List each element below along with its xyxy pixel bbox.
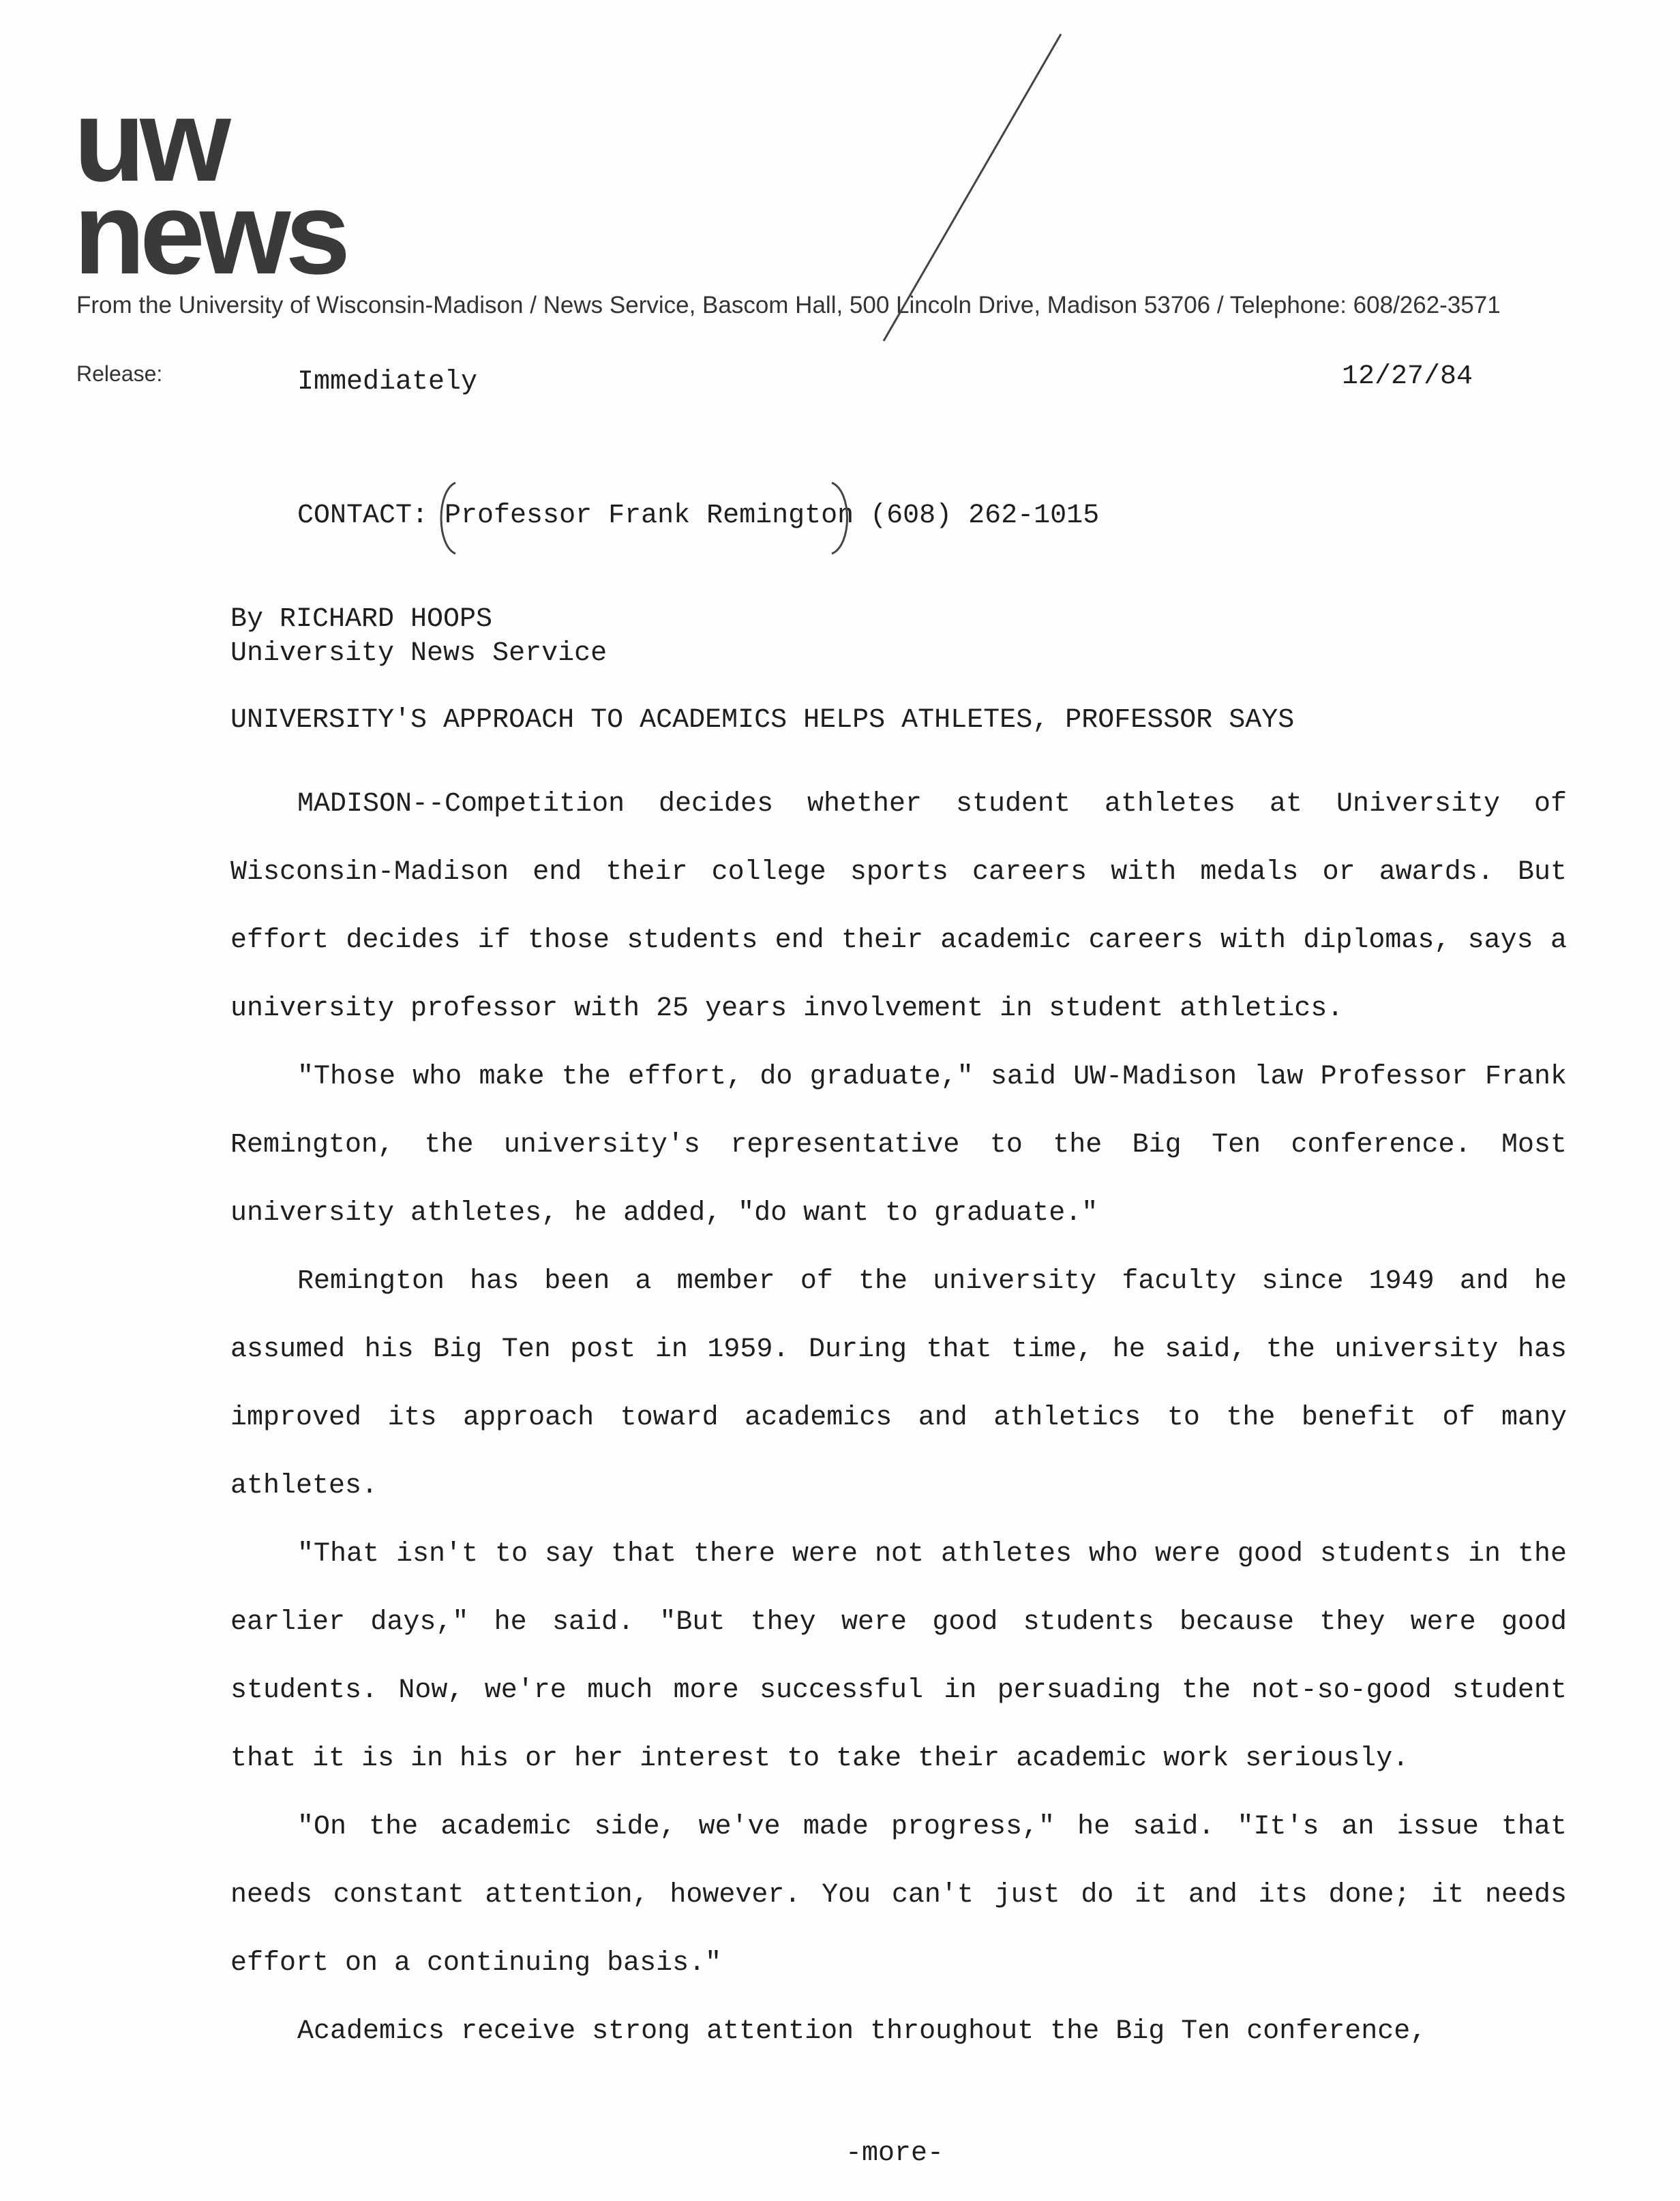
contact-line: CONTACT: Professor Frank Remington (608) 262-1015 — [297, 500, 1100, 531]
more-marker: -more- — [845, 2138, 944, 2169]
release-label: Release: — [76, 361, 163, 386]
headline: UNIVERSITY'S APPROACH TO ACADEMICS HELPS ATHLETES, PROFESSOR SAYS — [230, 705, 1295, 736]
logo-line-news: news — [74, 168, 346, 299]
paragraph: Academics receive strong attention throughout the Big Ten conference, — [297, 2016, 1427, 2047]
article-body — [230, 770, 1567, 2066]
paragraph: "That isn't to say that there were not athletes who were good students in the earlier days," he said. "But they were good students because they were good students. Now, we're much more successful in persuading the not-so-good student that it is in his or her interest to take their academic work seriously. — [230, 1539, 1567, 1774]
release-date: 12/27/84 — [1342, 361, 1473, 392]
byline-author: By RICHARD HOOPS — [230, 604, 493, 635]
uw-news-logo — [74, 75, 346, 299]
paragraph: MADISON--Competition decides whether student athletes at University of Wisconsin-Madison end their college sports careers with medals or awards. But effort decides if those students end their academic careers with diplomas, says a university professor with 25 years involvement in student athletics. — [230, 789, 1567, 1024]
paragraph: "On the academic side, we've made progress," he said. "It's an issue that needs constant attention, however. You can't just do it and its done; it needs effort on a continuing basis." — [230, 1812, 1567, 1979]
release-value: Immediately — [297, 367, 478, 398]
byline-organization: University News Service — [230, 638, 608, 669]
paragraph: Remington has been a member of the university faculty since 1949 and he assumed his Big Ten post in 1959. During that time, he said, the university has improved its approach toward academics and athletics to the benefit of many athletes. — [230, 1266, 1567, 1501]
letterhead-address: From the University of Wisconsin-Madison / News Service, Bascom Hall, 500 Lincoln Drive, Madison 53706 / Telephone: 608/262-3571 — [76, 292, 1501, 318]
byline — [230, 603, 607, 671]
paragraph: "Those who make the effort, do graduate," said UW-Madison law Professor Frank Remington, the university's representative to the Big Ten conference. Most university athletes, he added, "do want to graduate." — [230, 1062, 1567, 1229]
logo-line-uw: uw — [74, 75, 226, 206]
